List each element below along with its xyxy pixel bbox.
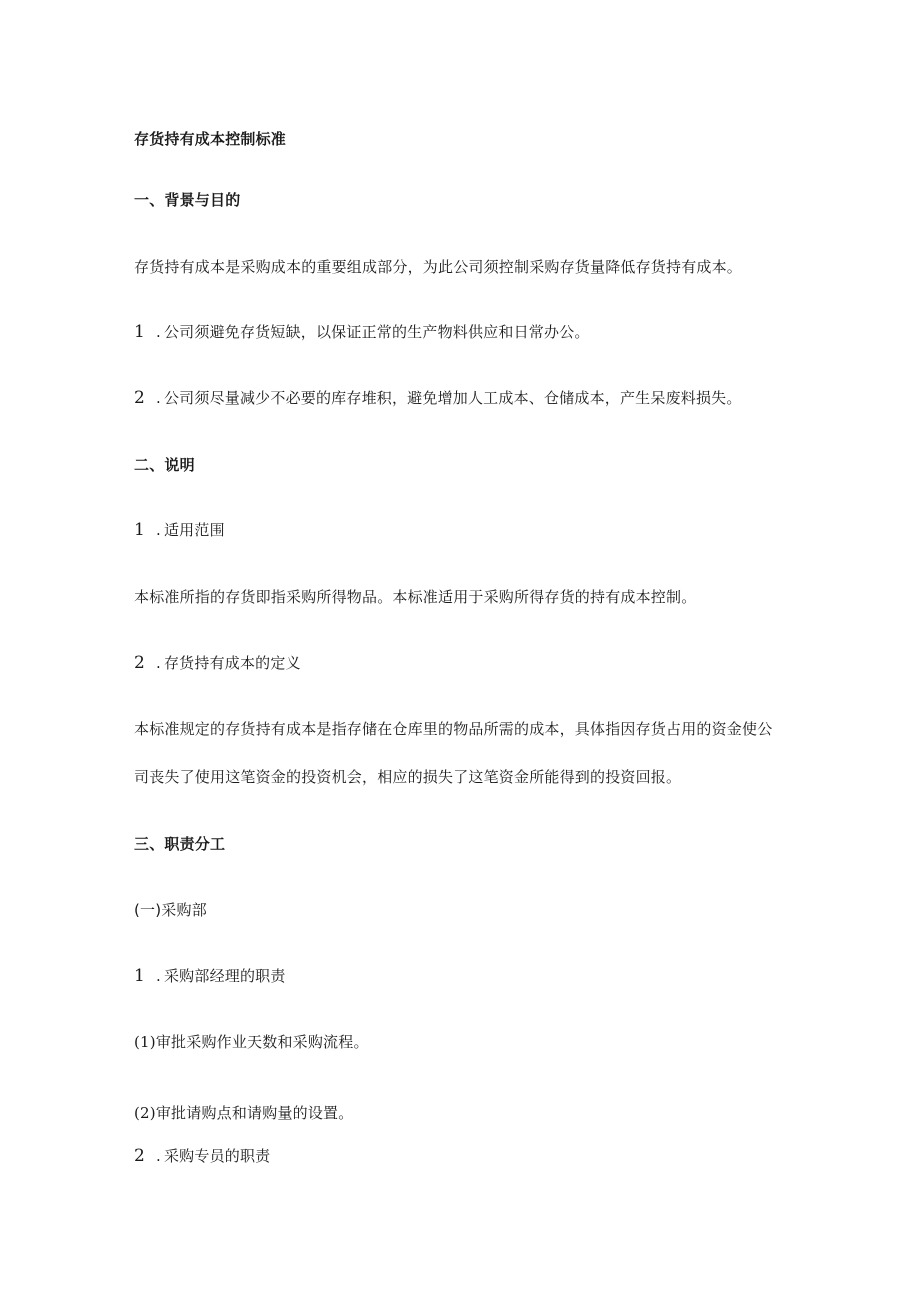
section2-sub1 — [134, 520, 225, 540]
item-number: 1 — [134, 966, 146, 986]
item-number: 2 — [134, 388, 146, 408]
item-label: (2) — [134, 1104, 156, 1122]
section1-item-1 — [134, 322, 590, 342]
section2-sub1-body: 本标准所指的存货即指采购所得物品。本标准适用于采购所得存货的持有成本控制。 — [134, 588, 697, 606]
item-separator: . — [156, 967, 161, 985]
section1-item-2 — [134, 388, 742, 408]
item-text: 审批采购作业天数和采购流程。 — [155, 1033, 369, 1051]
section3-heading: 三、职责分工 — [134, 835, 226, 853]
item-separator: . — [156, 1147, 161, 1165]
item-number: 2 — [134, 653, 146, 673]
item-number: 1 — [134, 520, 146, 540]
document-title: 存货持有成本控制标准 — [134, 130, 287, 148]
item-number: 1 — [134, 322, 146, 342]
item-text: 存货持有成本的定义 — [163, 654, 301, 672]
item-label: (1) — [134, 1033, 156, 1051]
section3-role2 — [134, 1146, 270, 1166]
section2-heading: 二、说明 — [134, 456, 195, 474]
item-text: 采购专员的职责 — [163, 1147, 271, 1165]
item-text: 采购部经理的职责 — [163, 967, 286, 985]
section2-sub2-body-line1: 本标准规定的存货持有成本是指存储在仓库里的物品所需的成本，具体指因存货占用的资金使公 — [134, 720, 773, 738]
section3-role1-item-1 — [134, 1032, 369, 1052]
section3-role1 — [134, 966, 286, 986]
section2-sub2-body-line2: 司丧失了使用这笔资金的投资机会，相应的损失了这笔资金所能得到的投资回报。 — [134, 768, 682, 786]
section3-dept: (一)采购部 — [134, 901, 207, 919]
section3-role1-item-2 — [134, 1103, 353, 1123]
item-separator: . — [156, 521, 161, 539]
item-separator: . — [156, 654, 161, 672]
item-text: 公司须避免存货短缺，以保证正常的生产物料供应和日常办公。 — [163, 323, 590, 341]
section1-intro: 存货持有成本是采购成本的重要组成部分，为此公司须控制采购存货量降低存货持有成本。 — [134, 258, 743, 276]
item-separator: . — [156, 389, 161, 407]
item-text: 适用范围 — [163, 521, 225, 539]
item-text: 公司须尽量减少不必要的库存堆积，避免增加人工成本、仓储成本，产生呆废料损失。 — [163, 389, 742, 407]
item-number: 2 — [134, 1146, 146, 1166]
item-separator: . — [156, 323, 161, 341]
item-text: 审批请购点和请购量的设置。 — [155, 1104, 354, 1122]
section1-heading: 一、背景与目的 — [134, 191, 241, 209]
section2-sub2 — [134, 653, 301, 673]
